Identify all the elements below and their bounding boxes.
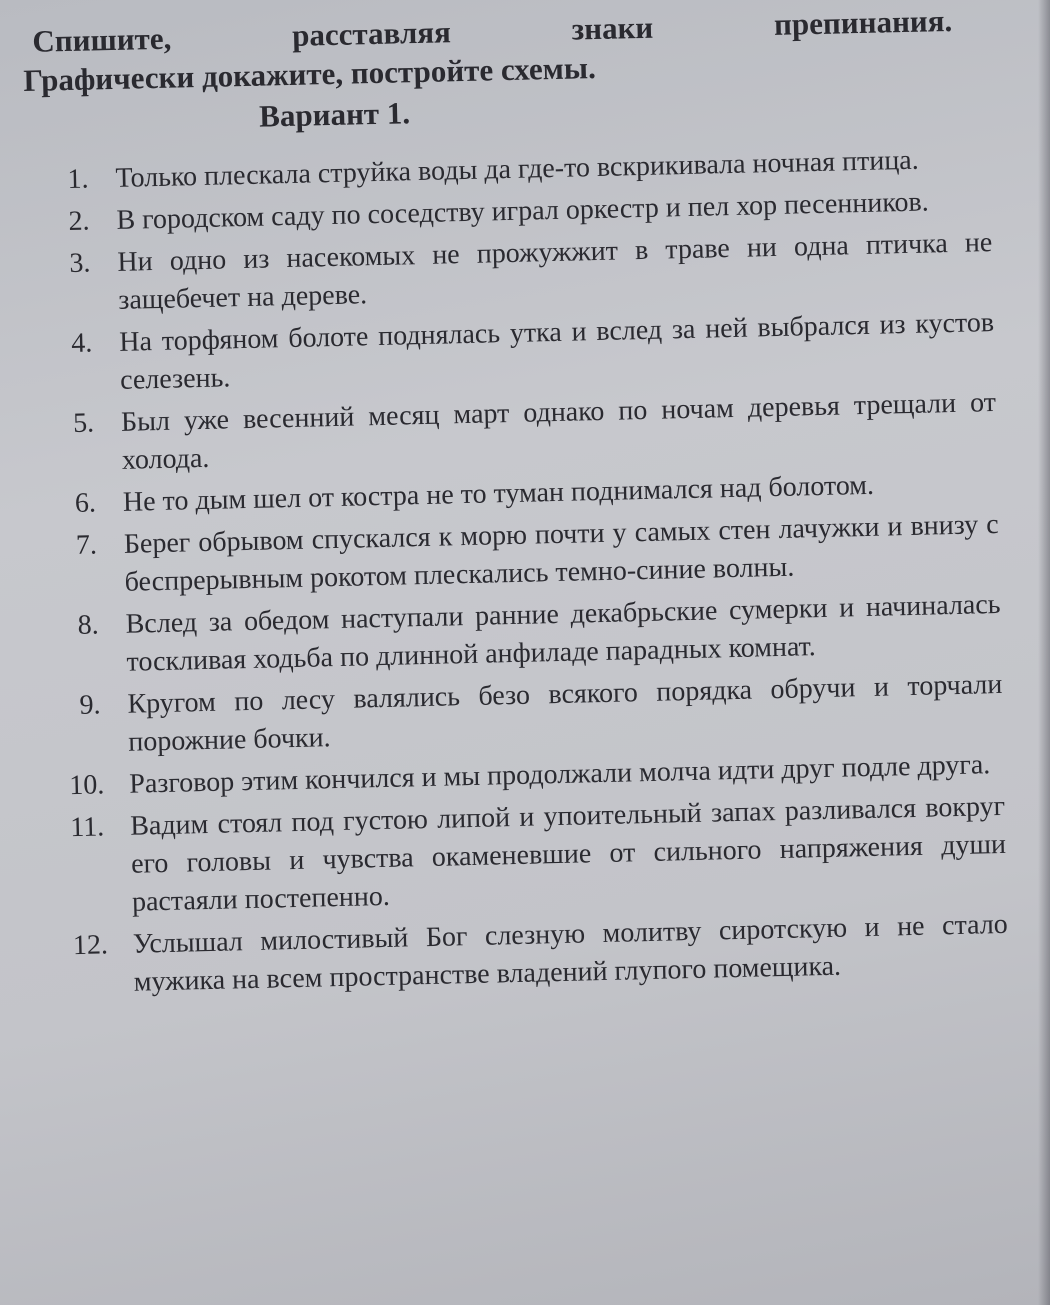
item-number: 1. xyxy=(67,163,89,196)
item-text: Вадим стоял под густою липой и упоительный запах разливался вокруг его головы и чувства окаменевшие от сильного напряжения души растаяли постепенно. xyxy=(129,790,1007,918)
item-text: Не то дым шел от костра не то туман поднимался над болотом. xyxy=(122,469,875,518)
item-text: Был уже весенний месяц март однако по ночам деревья трещали от холода. xyxy=(120,387,997,476)
header-word: расставляя xyxy=(291,14,452,53)
item-number: 4. xyxy=(70,327,93,359)
item-text: Только плескала струйка воды да где-то вскрикивала ночная птица. xyxy=(115,144,920,194)
item-text: На торфяном болоте поднялась утка и вслед за ней выбрался из кустов селезень. xyxy=(118,307,995,396)
header-word: Спишите, xyxy=(32,20,172,59)
item-text: Вслед за обедом наступали ранние декабрьские сумерки и начиналась тоскливая ходьба по длинной анфиладе парадных комнат. xyxy=(125,588,1001,678)
page-edge-shadow xyxy=(1038,0,1050,1305)
item-number: 2. xyxy=(68,205,90,237)
header-line-2: Графически докажите, постройте схемы. xyxy=(22,49,597,98)
item-number: 9. xyxy=(79,689,101,721)
sentence-list xyxy=(25,140,1024,1004)
item-number: 5. xyxy=(72,407,95,439)
list-item xyxy=(40,788,1007,924)
item-text: В городском саду по соседству играл оркестр и пел хор песенников. xyxy=(116,186,930,236)
item-number: 11. xyxy=(69,811,105,844)
item-text: Услышал милостивый Бог слезную молитву сиротскую и не стало мужика на всем пространстве владений глупого помещика. xyxy=(132,908,1009,998)
item-number: 10. xyxy=(68,769,105,802)
item-number: 12. xyxy=(72,929,109,962)
header-word: знаки xyxy=(571,9,654,47)
worksheet-page xyxy=(22,0,1024,1008)
list-item xyxy=(43,906,1009,1004)
item-number: 7. xyxy=(75,529,98,561)
item-number: 3. xyxy=(69,247,91,279)
header-word: препинания. xyxy=(773,2,953,42)
item-number: 8. xyxy=(77,609,100,641)
item-text: Разговор этим кончился и мы продолжали молча идти друг подле друга. xyxy=(128,749,991,800)
item-text: Кругом по лесу валялись безо всякого порядка обручи и торчали порожние бочки. xyxy=(127,668,1003,758)
item-text: Ни одно из насекомых не прожужжит в траве ни одна птичка не защебечет на дереве. xyxy=(117,227,993,316)
item-number: 6. xyxy=(74,487,97,519)
variant-title: Вариант 1. xyxy=(258,95,411,134)
item-text: Берег обрывом спускался к морю почти у самых стен лачужки и внизу с беспрерывным рокотом плескались темно-синие волны. xyxy=(123,508,1000,598)
